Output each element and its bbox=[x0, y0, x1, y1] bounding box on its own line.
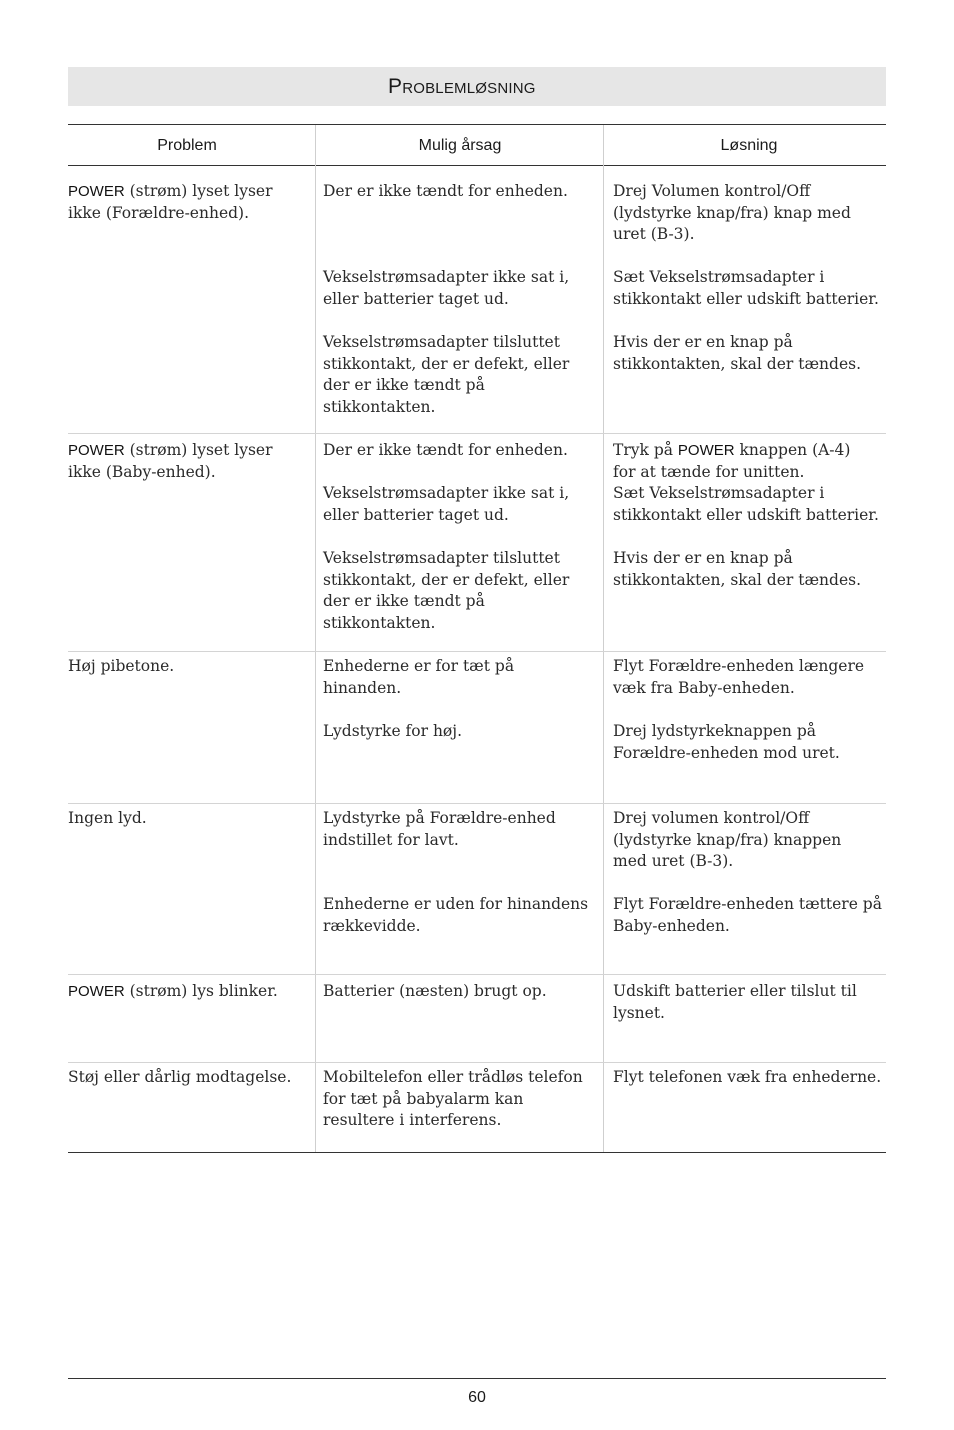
table-row-1-problem: POWER (strøm) lyset lyser ikke (Forældre-enhed). bbox=[68, 182, 273, 222]
table-row-3-cause-1: Enhederne er for tæt på hinanden. bbox=[323, 657, 515, 697]
table-row-1-cause-3: Vekselstrømsadapter tilsluttet stikkontakt, der er defekt, eller der er ikke tændt på stikkontakten. bbox=[323, 333, 570, 417]
row-divider bbox=[68, 651, 886, 652]
table-top-rule bbox=[68, 124, 886, 125]
table-row-1-cause-1: Der er ikke tændt for enheden. bbox=[323, 182, 568, 200]
table-row-4-solution-1: Drej volumen kontrol/Off (lydstyrke knap/fra) knappen med uret (B-3). bbox=[613, 809, 842, 871]
header-problem: Problem bbox=[157, 137, 217, 154]
column-divider-1 bbox=[315, 125, 316, 1153]
row-divider bbox=[68, 433, 886, 434]
row-divider bbox=[68, 803, 886, 804]
table-row-5-cause-1: Batterier (næsten) brugt op. bbox=[323, 982, 547, 1000]
table-row-2-cause-1: Der er ikke tændt for enheden. bbox=[323, 441, 568, 459]
header-cause: Mulig årsag bbox=[418, 137, 502, 154]
table-row-1-cause-2: Vekselstrømsadapter ikke sat i, eller batterier taget ud. bbox=[323, 268, 570, 308]
table-row-3-solution-2: Drej lydstyrkeknappen på Forældre-enheden mod uret. bbox=[613, 722, 840, 762]
table-row-1-solution-2: Sæt Vekselstrømsadapter i stikkontakt eller udskift batterier. bbox=[613, 268, 879, 308]
footer-rule bbox=[68, 1378, 886, 1379]
table-row-2-cause-3: Vekselstrømsadapter tilsluttet stikkontakt, der er defekt, eller der er ikke tændt på stikkontakten. bbox=[323, 549, 570, 633]
table-row-5-problem: POWER (strøm) lys blinker. bbox=[68, 982, 278, 1000]
header-solution: Løsning bbox=[720, 137, 778, 154]
table-row-1-solution-3: Hvis der er en knap på stikkontakten, skal der tændes. bbox=[613, 333, 861, 373]
power-label: POWER bbox=[68, 183, 125, 200]
table-row-6-solution-1: Flyt telefonen væk fra enhederne. bbox=[613, 1068, 882, 1086]
table-row-3-cause-2: Lydstyrke for høj. bbox=[323, 722, 462, 740]
table-row-6-cause-1: Mobiltelefon eller trådløs telefon for tæt på babyalarm kan resultere i interferens. bbox=[323, 1068, 583, 1130]
row-divider bbox=[68, 1062, 886, 1063]
page-number: 60 bbox=[468, 1389, 486, 1406]
table-row-1-solution-1: Drej Volumen kontrol/Off (lydstyrke knap/fra) knap med uret (B-3). bbox=[613, 182, 851, 244]
table-row-3-solution-1: Flyt Forældre-enheden længere væk fra Baby-enheden. bbox=[613, 657, 865, 697]
row-divider bbox=[68, 974, 886, 975]
column-divider-2 bbox=[603, 125, 604, 1153]
power-label: POWER bbox=[68, 983, 125, 1000]
table-row-2-problem: POWER (strøm) lyset lyser ikke (Baby-enhed). bbox=[68, 441, 273, 481]
table-row-2-solution-1: Tryk på POWER knappen (A-4) for at tænde for unitten. Sæt Vekselstrømsadapter i stikkontakt eller udskift batterier. bbox=[613, 441, 879, 525]
table-row-4-cause-2: Enhederne er uden for hinandens rækkevidde. bbox=[323, 895, 589, 935]
table-row-4-problem: Ingen lyd. bbox=[68, 809, 147, 827]
table-row-4-solution-2: Flyt Forældre-enheden tættere på Baby-enheden. bbox=[613, 895, 882, 935]
power-label: POWER bbox=[677, 442, 735, 459]
table-row-6-problem: Støj eller dårlig modtagelse. bbox=[68, 1068, 292, 1086]
header-bottom-rule bbox=[68, 165, 886, 166]
page-title: Problemløsning bbox=[388, 75, 536, 98]
table-row-2-cause-2: Vekselstrømsadapter ikke sat i, eller batterier taget ud. bbox=[323, 484, 570, 524]
power-label: POWER bbox=[68, 442, 125, 459]
table-row-4-cause-1: Lydstyrke på Forældre-enhed indstillet for lavt. bbox=[323, 809, 556, 849]
table-row-2-solution-2: Hvis der er en knap på stikkontakten, skal der tændes. bbox=[613, 549, 861, 589]
table-row-5-solution-1: Udskift batterier eller tilslut til lysnet. bbox=[613, 982, 857, 1022]
table-row-3-problem: Høj pibetone. bbox=[68, 657, 175, 675]
table-bottom-rule bbox=[68, 1152, 886, 1153]
